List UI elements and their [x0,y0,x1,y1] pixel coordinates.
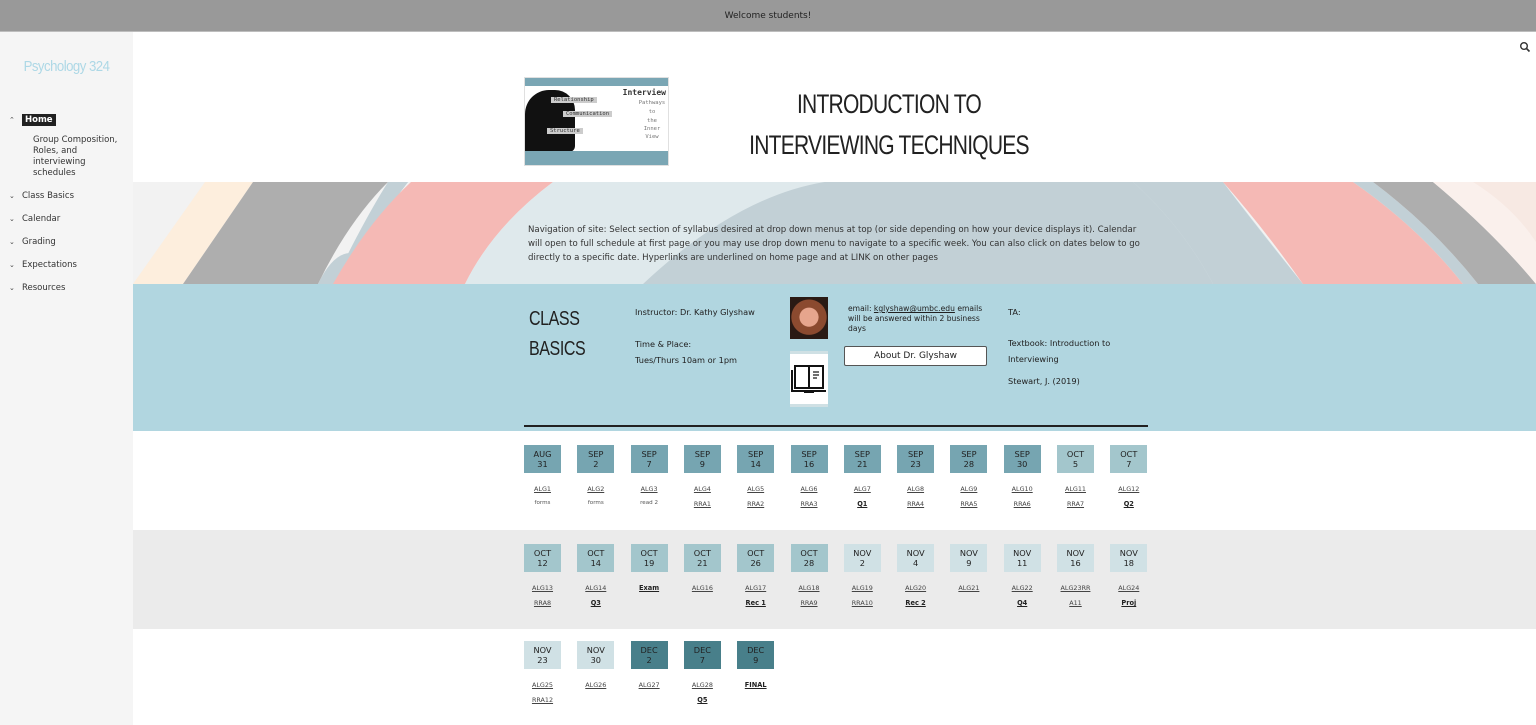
calendar-day [1110,445,1147,510]
assignment-link[interactable]: A11 [1069,599,1082,607]
date-day: 7 [699,655,705,665]
calendar-day [791,445,828,510]
date-month: SEP [588,448,604,459]
logo-cloud-text: Pathways [638,100,666,106]
calendar-day [1110,544,1147,609]
date-month: SEP [961,448,977,459]
chevron-down-icon[interactable]: ⌄ [9,237,15,246]
logo-label: Relationship [551,97,597,103]
calendar-day [897,544,934,609]
date-link-button[interactable] [631,445,668,473]
sidebar-item-grading[interactable] [0,230,133,253]
date-month: SEP [748,448,764,459]
assignment-link[interactable]: ALG2 [587,485,605,493]
assignment-link[interactable]: RRA7 [1066,500,1085,508]
assignment-link [950,599,987,609]
logo-title: Interview [622,88,666,97]
chevron-up-icon[interactable]: ⌃ [9,115,15,124]
assignment-link[interactable]: RRA10 [851,599,873,607]
date-day: 19 [643,558,655,568]
assignment-link[interactable]: ALG28 [691,681,713,689]
date-day: 11 [1016,558,1028,568]
calendar-day [791,544,828,609]
calendar-day [1057,445,1094,510]
sidebar-item-expectations[interactable] [0,253,133,276]
calendar-day [897,445,934,510]
calendar-day [1057,544,1094,609]
logo-band [525,78,668,86]
sidebar-item-label: Class Basics [22,190,74,201]
date-day: 9 [699,459,705,469]
calendar-day [631,445,668,510]
date-day: 7 [1126,459,1132,469]
assignment-link[interactable]: ALG22 [1011,584,1033,592]
assignment-link[interactable]: ALG9 [960,485,978,493]
assignment-link[interactable]: RRA8 [533,599,552,607]
chevron-down-icon[interactable]: ⌄ [9,214,15,223]
sidebar-item-label: Expectations [22,259,77,270]
date-link-button[interactable] [684,641,721,669]
date-link-button[interactable] [950,544,987,572]
assignment-link[interactable]: ALG24 [1118,584,1140,592]
sidebar-item-home[interactable] [0,108,133,131]
email-link[interactable]: kglyshaw@umbc.edu [873,304,955,313]
about-instructor-button[interactable]: About Dr. Glyshaw [844,346,987,366]
calendar-day [524,445,561,510]
date-day: 9 [966,558,972,568]
date-link-button[interactable] [844,544,881,572]
calendar-row [133,431,1536,530]
assignment-link[interactable]: ALG14 [585,584,607,592]
date-day: 5 [1072,459,1079,469]
calendar-day [844,445,881,510]
logo-label: Structure [547,128,583,134]
date-month: SEP [854,448,870,459]
course-logo [524,77,669,166]
assignment-link[interactable]: ALG4 [693,485,711,493]
chevron-down-icon[interactable]: ⌄ [9,260,15,269]
sidebar [0,32,133,725]
date-link-button[interactable] [737,544,774,572]
date-day: 21 [697,558,708,568]
navigation-banner [133,182,1536,284]
assignment-link[interactable]: ALG13 [531,584,554,592]
date-day: 16 [1070,558,1081,568]
assignment-note: forms [587,500,604,506]
sidebar-item-group-composition[interactable]: Group Composition, Roles, and interviewing schedules [33,135,118,178]
assignment-link[interactable]: ALG17 [745,584,767,592]
calendar-row [133,530,1536,629]
assignment-link[interactable]: RRA12 [531,696,554,704]
assignment-link[interactable]: ALG11 [1064,485,1087,493]
calendar-day [844,544,881,609]
sidebar-item-label: Home [22,114,56,126]
date-day: 2 [646,655,652,665]
sidebar-item-label: Resources [22,282,66,293]
assignment-link[interactable]: Q5 [697,696,708,704]
date-link-button[interactable] [631,641,668,669]
sidebar-item-calendar[interactable] [0,207,133,230]
date-month: OCT [693,547,711,558]
date-day: 16 [803,459,815,469]
date-link-button[interactable] [577,641,614,669]
date-month: OCT [1120,448,1138,459]
assignment-link[interactable]: ALG21 [958,584,980,592]
date-link-button[interactable] [631,544,668,572]
date-day: 21 [857,459,868,469]
date-link-button[interactable] [577,544,614,572]
assignment-link[interactable]: ALG26 [585,681,607,689]
date-month: OCT [587,547,605,558]
navigation-instructions: Navigation of site: Select section of syllabus desired at drop down menus at top (or side depending on how your device displays it). Calendar will open to full schedule at first page or you may use drop down menu to navigate to a specific week. You can also click on dates below to go directly to a specific date. Hyperlinks are underlined on home page and at LINK on other pages [528,225,1140,263]
date-day: 7 [646,459,652,469]
date-link-button[interactable] [897,445,934,473]
date-month: NOV [1013,547,1032,558]
date-month: OCT [800,547,818,558]
calendar-day [524,641,561,706]
book-icon [790,351,828,407]
date-month: NOV [586,644,605,655]
search-icon[interactable] [1519,41,1531,53]
assignment-link[interactable]: RRA3 [800,500,818,508]
calendar-day [684,544,721,609]
main-content [133,32,1536,725]
calendar-day [950,445,987,510]
date-month: SEP [694,448,711,459]
date-day: 2 [859,558,865,568]
heading-line: CLASS [529,308,580,330]
textbook-citation: Stewart, J. (2019) [1008,376,1080,386]
section-divider [524,425,1148,427]
calendar-day [1004,445,1041,510]
calendar-day [577,445,614,510]
assignment-link[interactable]: Exam [639,584,660,592]
calendar-row [133,629,1536,725]
date-day: 28 [963,459,975,469]
assignment-link[interactable]: Q1 [857,500,868,508]
assignment-link[interactable]: ALG10 [1011,485,1033,493]
instructor-name: Instructor: Dr. Kathy Glyshaw [635,307,755,317]
logo-cloud-text: View [645,134,659,140]
date-month: NOV [959,547,978,558]
assignment-link[interactable]: Q2 [1123,500,1134,508]
date-link-button[interactable] [577,445,614,473]
date-month: OCT [1066,448,1085,459]
date-link-button[interactable] [1057,445,1094,473]
date-month: OCT [747,547,765,558]
assignment-link[interactable]: FINAL [744,681,767,689]
date-link-button[interactable] [737,445,774,473]
date-day: 28 [803,558,815,568]
date-day: 4 [912,558,919,568]
date-day: 30 [1016,459,1028,469]
assignment-link [684,599,721,609]
calendar-day [577,641,614,706]
date-link-button[interactable] [791,544,828,572]
email-note: emails will be answered within 2 business days [848,304,983,333]
assignment-link[interactable]: RRA9 [800,599,818,607]
date-link-button[interactable] [737,641,774,669]
date-link-button[interactable] [844,445,881,473]
assignment-link[interactable]: ALG3 [640,485,658,493]
assignment-link[interactable]: ALG6 [800,485,818,493]
assignment-link[interactable]: ALG16 [691,584,713,592]
assignment-link[interactable]: ALG5 [747,485,765,493]
assignment-link[interactable]: ALG18 [798,584,820,592]
assignment-link[interactable]: Q3 [590,599,601,607]
date-month: OCT [640,547,658,558]
date-link-button[interactable] [524,641,561,669]
assignment-link[interactable]: ALG19 [851,584,873,592]
calendar-day [684,641,721,706]
assignment-link[interactable]: ALG1 [534,485,551,493]
sidebar-item-resources[interactable] [0,276,133,299]
date-link-button[interactable] [1004,544,1041,572]
chevron-down-icon[interactable]: ⌄ [9,191,15,200]
email-info [848,304,993,334]
date-month: NOV [533,644,552,655]
assignment-link[interactable]: RRA2 [747,500,765,508]
date-link-button[interactable] [1004,445,1041,473]
date-day: 14 [750,459,761,469]
calendar-day [684,445,721,510]
assignment-link[interactable]: ALG20 [905,584,927,592]
date-month: SEP [801,448,817,459]
assignment-link[interactable]: Q4 [1017,599,1028,607]
assignment-link[interactable]: ALG12 [1118,485,1140,493]
assignment-link[interactable]: Rec 1 [745,599,766,607]
textbook-info: Textbook: Introduction to Interviewing [1008,338,1111,364]
assignment-link[interactable]: ALG25 [531,681,554,689]
logo-band [525,151,668,165]
date-day: 26 [750,558,761,568]
assignment-link[interactable]: ALG8 [907,485,925,493]
assignment-link[interactable]: ALG23RR [1060,584,1091,592]
assignment-link[interactable]: Proj [1121,599,1137,607]
calendar-day [631,641,668,706]
date-month: OCT [533,547,552,558]
date-month: DEC [640,644,658,655]
announcement-bar [0,0,1536,32]
sidebar-item-label: Grading [22,236,56,247]
date-day: 2 [593,459,599,469]
date-month: NOV [1119,547,1138,558]
date-day: 12 [537,558,548,568]
assignment-link [737,696,774,706]
date-day: 30 [590,655,601,665]
date-link-button[interactable] [524,544,561,572]
date-link-button[interactable] [684,445,721,473]
sidebar-item-class-basics[interactable] [0,184,133,207]
logo-cloud-text: Inner [643,126,661,132]
ta-label: TA: [1008,307,1021,317]
assignment-link[interactable]: RRA6 [1013,500,1031,508]
sidebar-nav [0,108,133,299]
assignment-link [631,696,668,706]
email-label: email: [848,304,874,313]
date-link-button[interactable] [684,544,721,572]
calendar-day [577,544,614,609]
date-day: 23 [537,655,548,665]
assignment-link[interactable]: ALG27 [638,681,660,689]
date-month: AUG [533,448,552,459]
date-month: NOV [853,547,872,558]
assignment-link[interactable]: RRA4 [907,500,925,508]
assignment-note: forms [534,500,551,506]
date-month: SEP [907,448,924,459]
date-link-button[interactable] [791,445,828,473]
logo-cloud-text: the [647,118,657,124]
announcement-text: Welcome students! [724,10,812,21]
date-day: 31 [537,459,548,469]
assignment-link[interactable]: Rec 2 [905,599,926,607]
assignment-link[interactable]: ALG7 [853,485,871,493]
assignment-note: read 2 [640,500,659,506]
calendar-day [737,641,774,706]
instructor-photo [790,297,828,339]
date-day: 9 [753,655,759,665]
calendar-day [737,445,774,510]
assignment-link[interactable]: RRA5 [960,500,978,508]
calendar-day [950,544,987,609]
assignment-link [577,696,614,706]
assignment-link [631,599,668,609]
logo-cloud-text: to [648,109,656,115]
date-month: DEC [693,644,711,655]
date-day: 18 [1123,558,1134,568]
date-month: NOV [1066,547,1085,558]
logo-label: Communication [563,111,612,117]
calendar-day [524,544,561,609]
class-basics-heading [529,304,585,364]
date-link-button[interactable] [897,544,934,572]
date-month: NOV [906,547,925,558]
date-link-button[interactable] [1110,544,1147,572]
date-day: 14 [590,558,601,568]
calendar-day [1004,544,1041,609]
date-link-button[interactable] [1057,544,1094,572]
calendar-day [631,544,668,609]
date-link-button[interactable] [524,445,561,473]
time-label: Time & Place: [635,339,692,349]
date-link-button[interactable] [1110,445,1147,473]
date-month: DEC [747,644,765,655]
date-month: SEP [641,448,657,459]
class-basics-section [133,284,1536,431]
assignment-link[interactable]: RRA1 [693,500,711,508]
page-title: INTRODUCTION TO INTERVIEWING TECHNIQUES [749,89,1029,160]
date-day: 23 [910,459,921,469]
date-month: SEP [1014,448,1030,459]
time-value: Tues/Thurs 10am or 1pm [635,355,737,365]
chevron-down-icon[interactable]: ⌄ [9,283,15,292]
date-link-button[interactable] [950,445,987,473]
sidebar-item-label: Calendar [22,213,61,224]
calendar-day [737,544,774,609]
site-title[interactable]: Psychology 324 [23,58,110,75]
heading-line: BASICS [529,338,586,360]
